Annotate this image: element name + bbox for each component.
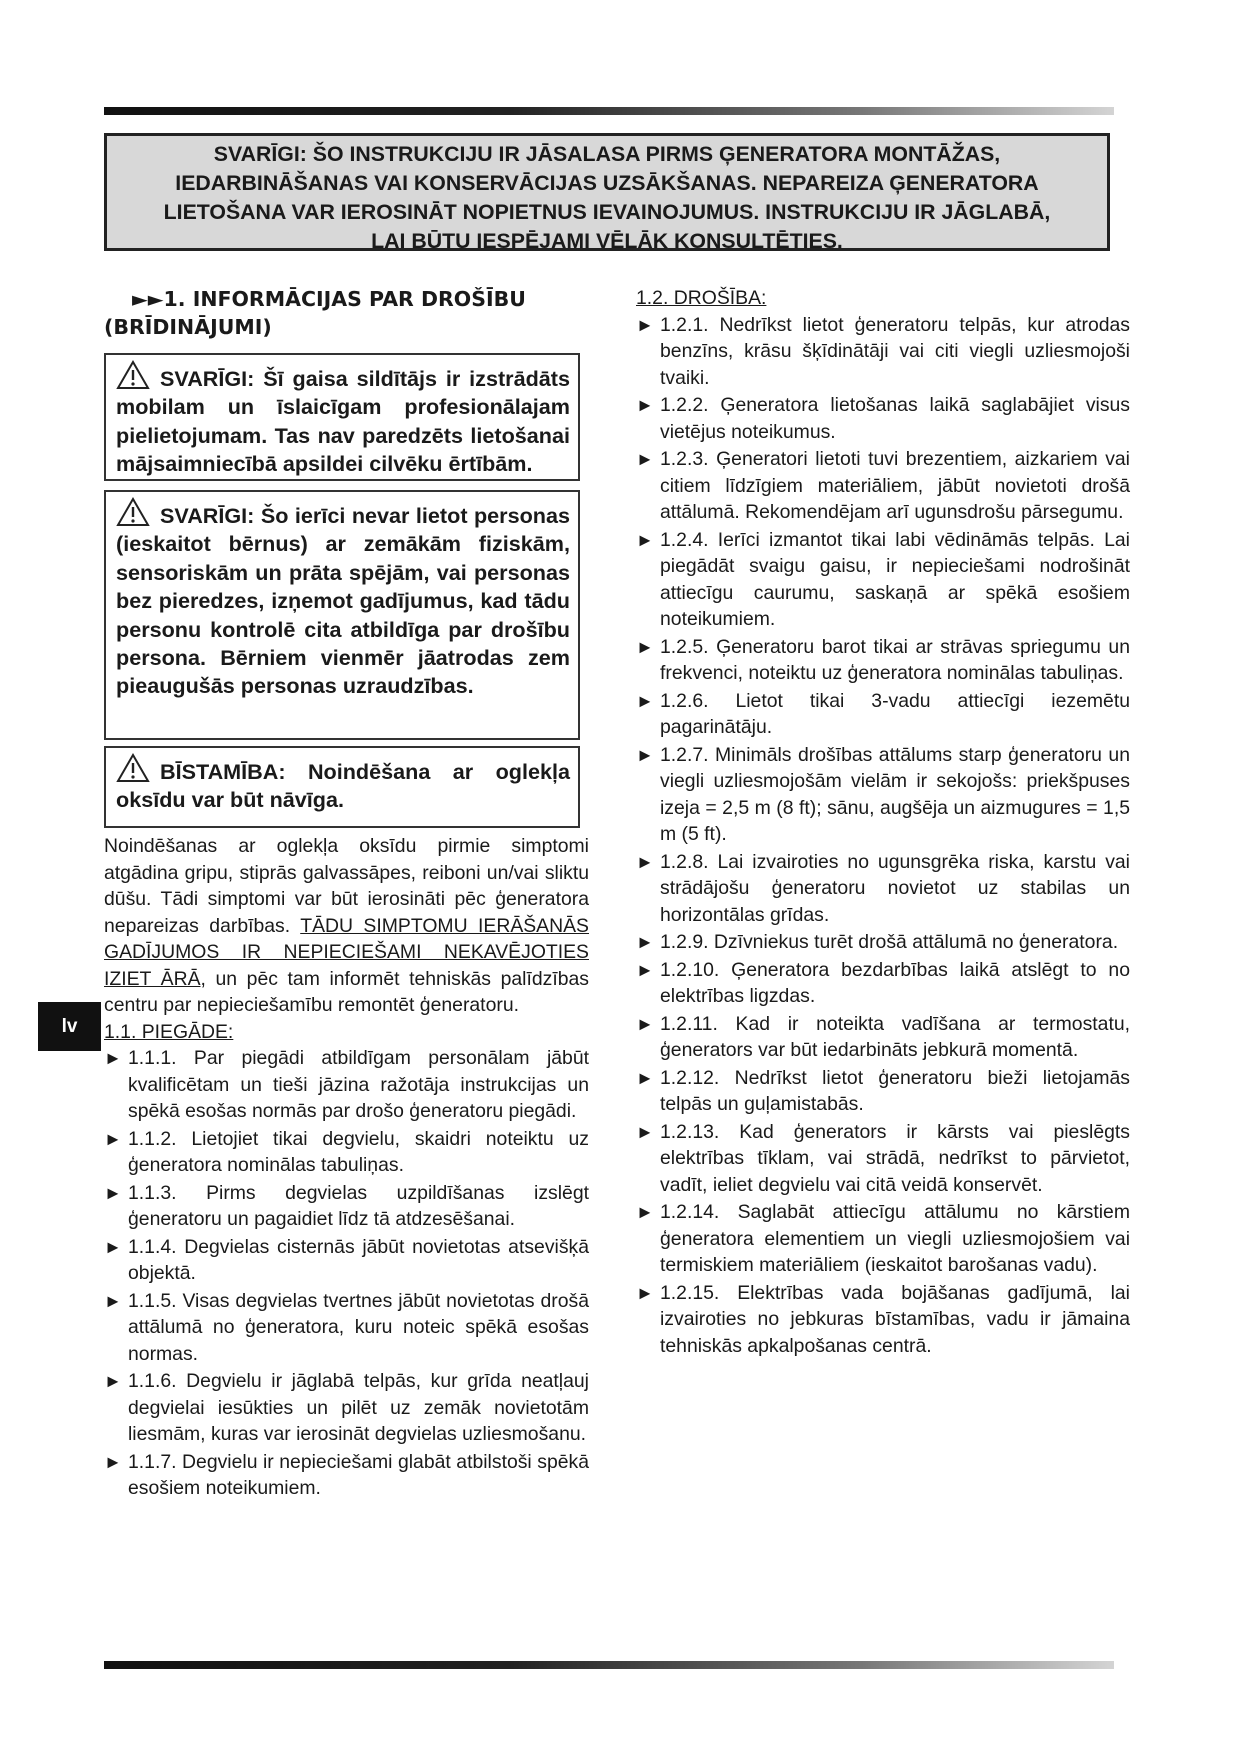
list-item [104,1288,589,1368]
list-item [636,1280,1130,1360]
warning-triangle-icon [116,753,150,783]
top-divider [104,107,1114,115]
list-item-text: 1.1.1. Par piegādi atbildīgam personālam jābūt kvalificētam un tieši jāzina ražotāja instrukcijas un spēkā esošas normās par drošo ģeneratoru piegādi. [128,1047,589,1122]
delivery-list [104,1045,589,1502]
bullet-arrow-icon: ► [636,1282,654,1303]
list-item-text: 1.2.15. Elektrības vada bojāšanas gadījumā, lai izvairoties no jebkuras bīstamības, vadu ir jāmaina tehniskās apkalpošanas centrā. [660,1281,1130,1357]
bullet-arrow-icon: ► [636,1067,654,1088]
list-item [636,446,1130,526]
bullet-arrow-icon: ► [636,395,654,415]
list-item [636,527,1130,633]
bullet-arrow-icon: ► [104,1182,122,1203]
list-item-text: 1.1.2. Lietojiet tikai degvielu, skaidri noteiktu uz ģeneratora nominālas tabuliņas. [128,1127,589,1176]
list-item-text: 1.2.6. Lietot tikai 3-vadu attiecīgi iezemētu pagarinātāju. [660,689,1130,738]
list-item [104,1234,589,1287]
list-item [104,1449,589,1502]
bullet-arrow-icon: ► [636,636,654,657]
bullet-arrow-icon: ► [636,932,654,952]
bottom-divider [104,1661,1114,1669]
header-warning-line: LAI BŪTU IESPĒJAMI VĒLĀK KONSULTĒTIES. [371,229,843,253]
list-item-text: 1.2.8. Lai izvairoties no ugunsgrēka riska, karstu vai strādājošu ģeneratoru novietot uz stabilas un horizontālas grīdas. [660,850,1130,926]
bullet-arrow-icon: ► [636,529,654,550]
list-item [104,1126,589,1179]
list-item-text: 1.2.11. Kad ir noteikta vadīšana ar termostatu, ģenerators var būt iedarbināts jebkurā momentā. [660,1012,1130,1061]
bullet-arrow-icon: ► [636,314,654,335]
para-underlined: TĀDU SIMPTOMU IERĀŠANĀS GADĪJUMOS IR NEPIECIEŠAMI NEKAVĒJOTIES IZIET ĀRĀ, [104,914,589,990]
list-item [636,957,1130,1010]
list-item [636,1011,1130,1064]
list-item [104,1368,589,1448]
list-item [636,929,1130,956]
co-symptoms-paragraph [104,833,589,1019]
left-column [104,285,589,1503]
header-warning-line: LIETOŠANA VAR IEROSINĀT NOPIETNUS IEVAINOJUMUS. INSTRUKCIJU IR JĀGLABĀ, [163,200,1051,224]
list-item [636,1119,1130,1199]
list-item-text: 1.1.5. Visas degvielas tvertnes jābūt novietotas drošā attālumā no ģeneratora, kuru noteic spēkā esošas normas. [128,1289,589,1365]
list-item-text: 1.2.9. Dzīvniekus turēt drošā attālumā no ģeneratora. [660,931,1119,953]
list-item [636,1199,1130,1279]
danger-box-co [104,746,580,828]
list-item [104,1045,589,1125]
list-item [636,849,1130,929]
bullet-arrow-icon: ► [636,851,654,872]
bullet-arrow-icon: ► [636,1013,654,1034]
header-warning-line: IEDARBINĀŠANAS VAI KONSERVĀCIJAS UZSĀKŠANAS. NEPAREIZA ĢENERATORA [175,171,1039,195]
header-warning-box [104,133,1110,251]
bullet-arrow-icon: ► [104,1128,122,1149]
subsection-heading-safety: 1.2. DROŠĪBA: [636,287,767,309]
right-column [636,285,1130,1360]
list-item-text: 1.1.7. Degvielu ir nepieciešami glabāt atbilstoši spēkā esošiem noteikumiem. [128,1450,589,1499]
list-item [104,1180,589,1233]
subsection-heading-delivery: 1.1. PIEGĀDE: [104,1020,234,1043]
list-item [636,742,1130,848]
list-item-text: 1.2.14. Saglabāt attiecīgu attālumu no kārstiem ģeneratora elementiem un viegli uzliesmojošiem vai termiskiem materiāliem (ieskaitot barošanas vadu). [660,1201,1130,1276]
bullet-arrow-icon: ► [636,449,654,469]
bullet-arrow-icon: ► [636,1202,654,1222]
list-item-text: 1.2.13. Kad ģenerators ir kārsts vai pieslēgts elektrības tīklam, vai strādā, nedrīkst to pārvietot, vadīt, ieliet degvielu vai citā veidā konservēt. [660,1120,1130,1196]
bullet-arrow-icon: ► [636,690,654,711]
list-item-text: 1.2.5. Ģeneratoru barot tikai ar strāvas spriegumu un frekvenci, noteiktu uz ģeneratora nominālas tabuliņas. [660,635,1130,684]
list-item [636,688,1130,741]
list-item-text: 1.2.2. Ģeneratora lietošanas laikā saglabājiet visus vietējus noteikumus. [660,394,1130,443]
bullet-arrow-icon: ► [636,1121,654,1142]
warning-box-text: SVARĪGI: Šo ierīci nevar lietot personas (ieskaitot bērnus) ar zemākām fiziskām, sensoriskām un prāta spējām, vai personas bez pieredzes, izņemot gadījumus, kad tādu personu kontrolē cita atbildīga par drošību persona. Bērniem vienmēr jāatrodas zem pieaugušās personas uzraudzības. [116,503,570,699]
bullet-arrow-icon: ► [104,1048,122,1068]
list-item-text: 1.1.3. Pirms degvielas uzpildīšanas izslēgt ģeneratoru un pagaidiet līdz tā atdzesēšanai. [128,1181,589,1230]
bullet-arrow-icon: ► [104,1236,122,1257]
list-item [636,392,1130,445]
bullet-arrow-icon: ► [104,1371,122,1391]
para-text: Noindēšanas ar oglekļa oksīdu pirmie simptomi atgādina gripu, stiprās galvassāpes, reiboni un/vai sliktu dūšu. Tādi simptomi var būt ierosināti pēc ģeneratora nepareizas darbības. [104,835,589,937]
list-item-text: 1.1.4. Degvielas cisternās jābūt novietotas atsevišķā objektā. [128,1235,589,1284]
safety-list [636,312,1130,1360]
danger-box-text: BĪSTAMĪBA: Noindēšana ar oglekļa oksīdu var būt nāvīga. [116,759,570,813]
warning-box-persons [104,490,580,740]
section-heading-line1: ►►1. INFORMĀCIJAS PAR DROŠĪBU [132,287,526,311]
list-item [636,1065,1130,1118]
list-item-text: 1.2.3. Ģeneratori lietoti tuvi brezentiem, aizkariem vai citiem līdzīgiem materiāliem, jābūt novietoti drošā attālumā. Rekomendējam arī ugunsdrošu pārsegumu. [660,448,1130,523]
list-item-text: 1.2.12. Nedrīkst lietot ģeneratoru bieži lietojamās telpās un guļamistabās. [660,1066,1130,1115]
bullet-arrow-icon: ► [636,744,654,765]
list-item-text: 1.2.7. Minimāls drošības attālums starp ģeneratoru un viegli uzliesmojošām vielām ir sekojošs: priekšpuses izeja = 2,5 m (8 ft); sānu, augšēja un aizmugures = 1,5 m (5 ft). [660,743,1130,845]
warning-triangle-icon [116,360,150,390]
language-tab: lv [38,1002,101,1051]
list-item-text: 1.2.1. Nedrīkst lietot ģeneratoru telpās, kur atrodas benzīns, krāsu šķīdinātāji vai citi viegli uzliesmojoši tvaiki. [660,313,1130,389]
list-item [636,634,1130,687]
header-warning-line: SVARĪGI: ŠO INSTRUKCIJU IR JĀSALASA PIRMS ĢENERATORA MONTĀŽAS, [213,142,1001,166]
warning-box-text: SVARĪGI: Šī gaisa sildītājs ir izstrādāts mobilam un īslaicīgam profesionālajam pielietojumam. Tas nav paredzēts lietošanai mājsaimniecībā apsildei cilvēku ērtībām. [116,366,570,477]
warning-triangle-icon [116,497,150,527]
list-item [636,312,1130,392]
para-tail: un pēc tam informēt tehniskās palīdzības centru par nepieciešamību remontēt ģeneratoru. [104,967,589,1016]
list-item-text: 1.2.4. Ierīci izmantot tikai labi vēdināmās telpās. Lai piegādāt svaigu gaisu, ir nepieciešami nodrošināt attiecīgu caurumu, saskaņā ar spēkā esošiem noteikumiem. [660,528,1130,630]
bullet-arrow-icon: ► [104,1451,122,1472]
bullet-arrow-icon: ► [636,959,654,980]
warning-box-heater [104,353,580,481]
section-heading-line2: (BRĪDINĀJUMI) [104,315,272,339]
list-item-text: 1.2.10. Ģeneratora bezdarbības laikā atslēgt to no elektrības ligzdas. [660,958,1130,1007]
section-heading [104,285,589,341]
list-item-text: 1.1.6. Degvielu ir jāglabā telpās, kur grīda neatļauj degvielai iesūkties un pilēt uz zemāk novietotām liesmām, kuras var ierosināt degvielas uzliesmošanu. [128,1370,589,1445]
bullet-arrow-icon: ► [104,1290,122,1311]
